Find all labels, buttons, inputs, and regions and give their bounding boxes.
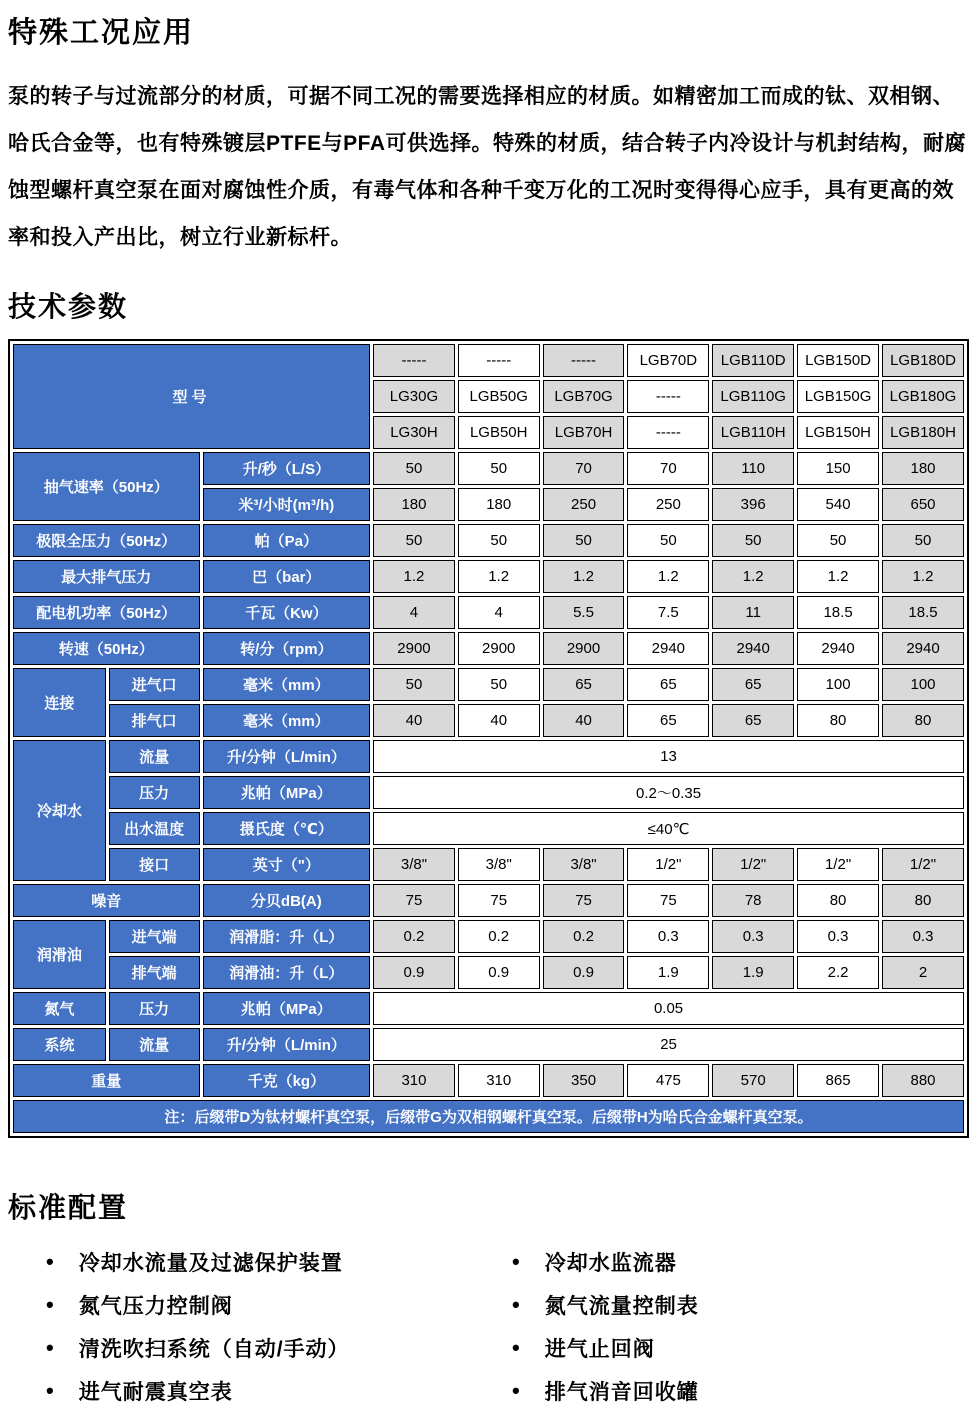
spec-value-cell: 0.3 bbox=[797, 920, 879, 953]
bullet-icon: • bbox=[512, 1377, 521, 1403]
spec-value-cell: 396 bbox=[712, 488, 794, 521]
spec-value-cell: 50 bbox=[373, 452, 455, 485]
merged-value-cell: 0.2～0.35 bbox=[373, 776, 964, 809]
spec-label-cell: 接口 bbox=[109, 848, 200, 881]
spec-value-cell: 2940 bbox=[627, 632, 709, 665]
config-item bbox=[512, 1240, 699, 1283]
merged-value-cell: ≤40℃ bbox=[373, 812, 964, 845]
intro-paragraph: 泵的转子与过流部分的材质，可据不同工况的需要选择相应的材质。如精密加工而成的钛、双相钢、哈氏合金等，也有特殊镀层PTFE与PFA可供选择。特殊的材质，结合转子内冷设计与机封结构，耐腐蚀型螺杆真空泵在面对腐蚀性介质，有毒气体和各种千变万化的工况时变得得心应手，具有更高的效率和投入产出比，树立行业新标杆。 bbox=[8, 85, 967, 249]
model-name-cell: LGB150G bbox=[797, 380, 879, 413]
spec-value-cell: 50 bbox=[797, 524, 879, 557]
spec-value-cell: 2 bbox=[882, 956, 964, 989]
spec-label-cell: 巴（bar） bbox=[203, 560, 371, 593]
spec-label-cell: 流量 bbox=[109, 740, 200, 773]
spec-label-cell: 进气口 bbox=[109, 668, 200, 701]
model-name-cell: LG30G bbox=[373, 380, 455, 413]
spec-value-cell: 3/8" bbox=[543, 848, 625, 881]
model-name-cell: LGB110D bbox=[712, 344, 794, 377]
config-item bbox=[46, 1369, 485, 1412]
bullet-icon: • bbox=[46, 1248, 55, 1274]
spec-label-cell: 润滑油 bbox=[13, 920, 106, 989]
spec-value-cell: 475 bbox=[627, 1064, 709, 1097]
spec-value-cell: 1.2 bbox=[458, 560, 540, 593]
spec-value-cell: 100 bbox=[882, 668, 964, 701]
spec-value-cell: 80 bbox=[797, 704, 879, 737]
spec-value-cell: 1.9 bbox=[712, 956, 794, 989]
spec-value-cell: 310 bbox=[458, 1064, 540, 1097]
merged-value-cell: 0.05 bbox=[373, 992, 964, 1025]
spec-label-cell: 转/分（rpm） bbox=[203, 632, 371, 665]
spec-value-cell: 180 bbox=[458, 488, 540, 521]
spec-label-cell: 压力 bbox=[109, 776, 200, 809]
spec-value-cell: 50 bbox=[712, 524, 794, 557]
model-name-cell: LGB180G bbox=[882, 380, 964, 413]
spec-label-cell: 升/分钟（L/min） bbox=[203, 740, 371, 773]
spec-value-cell: 75 bbox=[627, 884, 709, 917]
model-header-cell: 型号 bbox=[13, 344, 370, 449]
spec-value-cell: 2940 bbox=[712, 632, 794, 665]
spec-value-cell: 50 bbox=[627, 524, 709, 557]
model-name-cell: LGB180H bbox=[882, 416, 964, 449]
bullet-icon: • bbox=[512, 1291, 521, 1317]
spec-value-cell: 65 bbox=[543, 668, 625, 701]
spec-value-cell: 100 bbox=[797, 668, 879, 701]
spec-label-cell: 进气端 bbox=[109, 920, 200, 953]
spec-value-cell: 880 bbox=[882, 1064, 964, 1097]
spec-label-cell: 流量 bbox=[109, 1028, 200, 1061]
spec-value-cell: 1/2" bbox=[627, 848, 709, 881]
spec-value-cell: 3/8" bbox=[373, 848, 455, 881]
spec-label-cell: 帕（Pa） bbox=[203, 524, 371, 557]
spec-value-cell: 0.9 bbox=[373, 956, 455, 989]
config-item-label: 冷却水监流器 bbox=[544, 1251, 677, 1275]
spec-label-cell: 氮气 bbox=[13, 992, 106, 1025]
spec-value-cell: 50 bbox=[458, 524, 540, 557]
spec-label-cell: 毫米（mm） bbox=[203, 704, 371, 737]
spec-table bbox=[8, 339, 969, 1138]
model-name-cell: ----- bbox=[627, 416, 709, 449]
spec-value-cell: 1.2 bbox=[882, 560, 964, 593]
spec-value-cell: 80 bbox=[797, 884, 879, 917]
config-item-label: 进气止回阀 bbox=[544, 1337, 655, 1361]
config-item-label: 清洗吹扫系统（自动/手动） bbox=[78, 1337, 350, 1361]
spec-value-cell: 0.9 bbox=[543, 956, 625, 989]
model-name-cell: LGB110H bbox=[712, 416, 794, 449]
spec-value-cell: 180 bbox=[373, 488, 455, 521]
spec-value-cell: 80 bbox=[882, 884, 964, 917]
spec-value-cell: 50 bbox=[458, 668, 540, 701]
spec-label-cell: 英寸（"） bbox=[203, 848, 371, 881]
spec-label-cell: 毫米（mm） bbox=[203, 668, 371, 701]
model-name-cell: LGB150D bbox=[797, 344, 879, 377]
spec-value-cell: 110 bbox=[712, 452, 794, 485]
spec-value-cell: 2900 bbox=[543, 632, 625, 665]
spec-label-cell: 润滑油：升（L） bbox=[203, 956, 371, 989]
bullet-icon: • bbox=[512, 1334, 521, 1360]
config-item-label: 氮气流量控制表 bbox=[544, 1294, 699, 1318]
model-name-cell: LGB50H bbox=[458, 416, 540, 449]
model-name-cell: ----- bbox=[373, 344, 455, 377]
spec-table-body bbox=[13, 344, 964, 1133]
spec-label-cell: 最大排气压力 bbox=[13, 560, 200, 593]
spec-value-cell: 70 bbox=[543, 452, 625, 485]
spec-value-cell: 18.5 bbox=[797, 596, 879, 629]
config-item-label: 排气消音回收罐 bbox=[544, 1380, 699, 1404]
spec-value-cell: 1.2 bbox=[712, 560, 794, 593]
model-name-cell: LGB70D bbox=[627, 344, 709, 377]
section-title-standard-config: 标准配置 bbox=[8, 1192, 129, 1223]
model-name-cell: ----- bbox=[458, 344, 540, 377]
spec-label-cell: 米³/小时(m³/h) bbox=[203, 488, 371, 521]
config-item-label: 氮气压力控制阀 bbox=[78, 1294, 233, 1318]
spec-label-cell: 兆帕（MPa） bbox=[203, 776, 371, 809]
spec-label-cell: 转速（50Hz） bbox=[13, 632, 200, 665]
spec-value-cell: 50 bbox=[373, 668, 455, 701]
merged-value-cell: 25 bbox=[373, 1028, 964, 1061]
spec-value-cell: 70 bbox=[627, 452, 709, 485]
spec-label-cell: 千瓦（Kw） bbox=[203, 596, 371, 629]
spec-label-cell: 排气口 bbox=[109, 704, 200, 737]
model-name-cell: LGB70H bbox=[543, 416, 625, 449]
config-item bbox=[512, 1369, 699, 1412]
spec-value-cell: 0.2 bbox=[458, 920, 540, 953]
spec-value-cell: 150 bbox=[797, 452, 879, 485]
spec-value-cell: 2940 bbox=[797, 632, 879, 665]
spec-value-cell: 4 bbox=[458, 596, 540, 629]
standard-config-lists bbox=[8, 1240, 969, 1412]
spec-label-cell: 系统 bbox=[13, 1028, 106, 1061]
spec-value-cell: 1.2 bbox=[373, 560, 455, 593]
spec-value-cell: 75 bbox=[373, 884, 455, 917]
spec-value-cell: 40 bbox=[543, 704, 625, 737]
spec-value-cell: 5.5 bbox=[543, 596, 625, 629]
spec-value-cell: 310 bbox=[373, 1064, 455, 1097]
spec-value-cell: 2.2 bbox=[797, 956, 879, 989]
spec-value-cell: 50 bbox=[543, 524, 625, 557]
model-name-cell: LGB70G bbox=[543, 380, 625, 413]
spec-value-cell: 2900 bbox=[373, 632, 455, 665]
config-list-left bbox=[8, 1240, 485, 1412]
spec-value-cell: 0.2 bbox=[543, 920, 625, 953]
spec-value-cell: 4 bbox=[373, 596, 455, 629]
spec-label-cell: 分贝dB(A) bbox=[203, 884, 371, 917]
config-item bbox=[46, 1283, 485, 1326]
spec-value-cell: 78 bbox=[712, 884, 794, 917]
spec-value-cell: 250 bbox=[627, 488, 709, 521]
spec-value-cell: 2940 bbox=[882, 632, 964, 665]
spec-label-cell: 升/分钟（L/min） bbox=[203, 1028, 371, 1061]
bullet-icon: • bbox=[46, 1377, 55, 1403]
spec-label-cell: 配电机功率（50Hz） bbox=[13, 596, 200, 629]
spec-label-cell: 冷却水 bbox=[13, 740, 106, 881]
config-item bbox=[512, 1283, 699, 1326]
spec-value-cell: 65 bbox=[627, 668, 709, 701]
spec-value-cell: 0.3 bbox=[712, 920, 794, 953]
spec-label-cell: 润滑脂：升（L） bbox=[203, 920, 371, 953]
spec-value-cell: 865 bbox=[797, 1064, 879, 1097]
spec-label-cell: 抽气速率（50Hz） bbox=[13, 452, 200, 521]
spec-label-cell: 摄氏度（℃） bbox=[203, 812, 371, 845]
spec-value-cell: 65 bbox=[712, 704, 794, 737]
spec-value-cell: 50 bbox=[458, 452, 540, 485]
spec-value-cell: 540 bbox=[797, 488, 879, 521]
spec-label-cell: 连接 bbox=[13, 668, 106, 737]
spec-value-cell: 3/8" bbox=[458, 848, 540, 881]
model-name-cell: LG30H bbox=[373, 416, 455, 449]
model-name-cell: ----- bbox=[627, 380, 709, 413]
spec-value-cell: 40 bbox=[458, 704, 540, 737]
spec-value-cell: 75 bbox=[543, 884, 625, 917]
spec-value-cell: 650 bbox=[882, 488, 964, 521]
page-title: 特殊工况应用 bbox=[8, 17, 195, 49]
spec-label-cell: 排气端 bbox=[109, 956, 200, 989]
spec-value-cell: 18.5 bbox=[882, 596, 964, 629]
spec-value-cell: 180 bbox=[882, 452, 964, 485]
spec-value-cell: 1/2" bbox=[882, 848, 964, 881]
spec-value-cell: 0.9 bbox=[458, 956, 540, 989]
spec-label-cell: 出水温度 bbox=[109, 812, 200, 845]
bullet-icon: • bbox=[46, 1334, 55, 1360]
spec-value-cell: 0.2 bbox=[373, 920, 455, 953]
spec-value-cell: 11 bbox=[712, 596, 794, 629]
spec-value-cell: 65 bbox=[627, 704, 709, 737]
bullet-icon: • bbox=[512, 1248, 521, 1274]
spec-value-cell: 1.2 bbox=[797, 560, 879, 593]
spec-value-cell: 1/2" bbox=[797, 848, 879, 881]
config-item bbox=[46, 1240, 485, 1283]
spec-label-cell: 噪音 bbox=[13, 884, 200, 917]
config-item-label: 进气耐震真空表 bbox=[78, 1380, 233, 1404]
spec-value-cell: 2900 bbox=[458, 632, 540, 665]
bullet-icon: • bbox=[46, 1291, 55, 1317]
config-item bbox=[46, 1326, 485, 1369]
section-title-tech-params: 技术参数 bbox=[8, 291, 129, 322]
spec-value-cell: 80 bbox=[882, 704, 964, 737]
spec-label-cell: 升/秒（L/S） bbox=[203, 452, 371, 485]
spec-value-cell: 40 bbox=[373, 704, 455, 737]
spec-value-cell: 570 bbox=[712, 1064, 794, 1097]
spec-value-cell: 250 bbox=[543, 488, 625, 521]
spec-value-cell: 0.3 bbox=[882, 920, 964, 953]
config-item-label: 冷却水流量及过滤保护装置 bbox=[78, 1251, 343, 1275]
spec-label-cell: 兆帕（MPa） bbox=[203, 992, 371, 1025]
model-name-cell: LGB180D bbox=[882, 344, 964, 377]
table-note-bar: 注：后缀带D为钛材螺杆真空泵，后缀带G为双相钢螺杆真空泵。后缀带H为哈氏合金螺杆真空泵。 bbox=[13, 1100, 964, 1133]
spec-label-cell: 极限全压力（50Hz） bbox=[13, 524, 200, 557]
spec-value-cell: 75 bbox=[458, 884, 540, 917]
config-item bbox=[512, 1326, 699, 1369]
spec-value-cell: 0.3 bbox=[627, 920, 709, 953]
spec-value-cell: 1.2 bbox=[627, 560, 709, 593]
spec-value-cell: 1.9 bbox=[627, 956, 709, 989]
spec-value-cell: 1/2" bbox=[712, 848, 794, 881]
model-name-cell: ----- bbox=[543, 344, 625, 377]
merged-value-cell: 13 bbox=[373, 740, 964, 773]
model-name-cell: LGB150H bbox=[797, 416, 879, 449]
model-name-cell: LGB50G bbox=[458, 380, 540, 413]
spec-value-cell: 350 bbox=[543, 1064, 625, 1097]
spec-value-cell: 65 bbox=[712, 668, 794, 701]
config-list-right bbox=[485, 1240, 699, 1412]
spec-label-cell: 重量 bbox=[13, 1064, 200, 1097]
model-name-cell: LGB110G bbox=[712, 380, 794, 413]
spec-label-cell: 千克（kg） bbox=[203, 1064, 371, 1097]
spec-value-cell: 1.2 bbox=[543, 560, 625, 593]
spec-label-cell: 压力 bbox=[109, 992, 200, 1025]
spec-value-cell: 50 bbox=[882, 524, 964, 557]
spec-value-cell: 7.5 bbox=[627, 596, 709, 629]
spec-value-cell: 50 bbox=[373, 524, 455, 557]
